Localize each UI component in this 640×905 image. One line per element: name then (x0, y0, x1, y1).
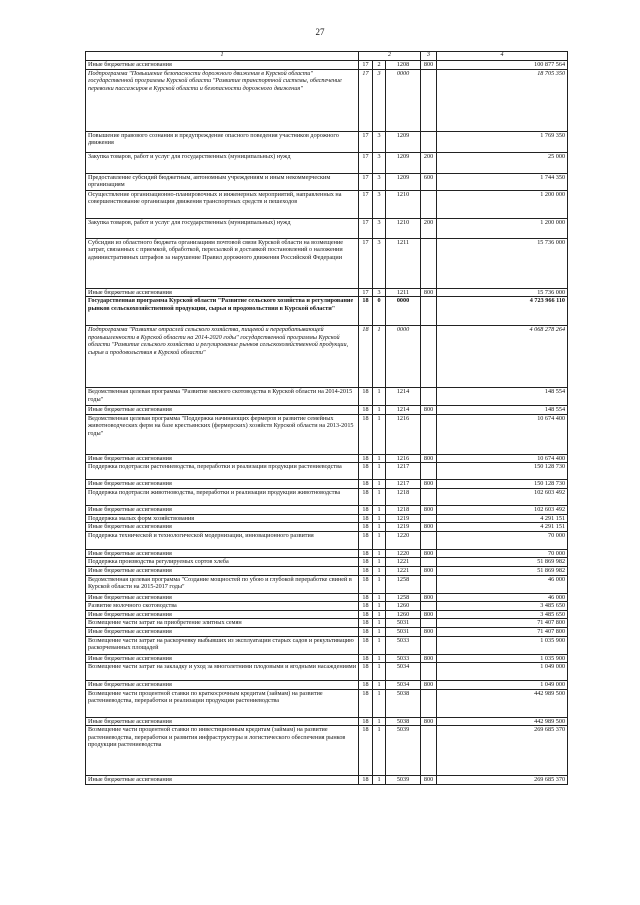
row-name-cell: Иные бюджетные ассигнования (86, 480, 359, 489)
row-expense-type-cell (421, 463, 437, 480)
row-expense-type-cell (421, 514, 437, 523)
table-row (86, 463, 568, 480)
row-code-a-cell: 17 (359, 238, 373, 288)
row-code-b-cell: 3 (373, 69, 386, 131)
table-row (86, 627, 568, 636)
row-expense-type-cell (421, 388, 437, 406)
table-row (86, 406, 568, 415)
row-code-c-cell: 5038 (386, 717, 421, 726)
table-row (86, 726, 568, 776)
row-expense-type-cell (421, 69, 437, 131)
row-amount-cell: 18 705 350 (437, 69, 568, 131)
row-name-cell: Закупка товаров, работ и услуг для государственных (муниципальных) нужд (86, 218, 359, 238)
table-row (86, 173, 568, 190)
table-row (86, 717, 568, 726)
header-col-2: 2 (359, 52, 421, 61)
table-row (86, 531, 568, 549)
row-code-a-cell: 18 (359, 326, 373, 388)
row-amount-cell: 150 128 730 (437, 463, 568, 480)
row-name-cell: Иные бюджетные ассигнования (86, 288, 359, 297)
row-code-b-cell: 3 (373, 190, 386, 218)
row-expense-type-cell (421, 575, 437, 593)
row-name-cell: Иные бюджетные ассигнования (86, 406, 359, 415)
row-code-b-cell: 1 (373, 717, 386, 726)
row-expense-type-cell (421, 619, 437, 628)
row-amount-cell: 1 049 000 (437, 663, 568, 681)
row-amount-cell: 46 000 (437, 593, 568, 602)
header-col-1: 1 (86, 52, 359, 61)
row-code-b-cell: 1 (373, 689, 386, 717)
row-code-b-cell: 3 (373, 131, 386, 152)
row-code-b-cell: 1 (373, 505, 386, 514)
row-expense-type-cell: 800 (421, 61, 437, 70)
row-code-b-cell: 1 (373, 523, 386, 532)
row-expense-type-cell (421, 531, 437, 549)
row-code-c-cell: 1211 (386, 238, 421, 288)
row-name-cell: Иные бюджетные ассигнования (86, 610, 359, 619)
row-code-a-cell: 18 (359, 523, 373, 532)
row-expense-type-cell (421, 326, 437, 388)
row-amount-cell: 15 736 000 (437, 238, 568, 288)
table-body (86, 61, 568, 785)
table-row (86, 480, 568, 489)
table-row (86, 558, 568, 567)
row-name-cell: Возмещение части затрат на закладку и уход за многолетними плодовыми и ягодными насаждениями (86, 663, 359, 681)
row-code-a-cell: 18 (359, 505, 373, 514)
table-row (86, 523, 568, 532)
header-col-4: 4 (437, 52, 568, 61)
row-code-c-cell: 5033 (386, 636, 421, 654)
row-code-a-cell: 18 (359, 654, 373, 663)
row-name-cell: Иные бюджетные ассигнования (86, 61, 359, 70)
row-expense-type-cell: 800 (421, 717, 437, 726)
row-code-a-cell: 18 (359, 463, 373, 480)
row-code-a-cell: 18 (359, 610, 373, 619)
row-expense-type-cell: 800 (421, 681, 437, 690)
row-code-a-cell: 17 (359, 218, 373, 238)
row-expense-type-cell: 800 (421, 627, 437, 636)
table-row (86, 238, 568, 288)
row-code-c-cell: 1216 (386, 414, 421, 454)
table-row (86, 593, 568, 602)
row-expense-type-cell (421, 636, 437, 654)
row-amount-cell: 71 407 800 (437, 619, 568, 628)
row-code-b-cell: 1 (373, 619, 386, 628)
row-amount-cell: 51 869 982 (437, 566, 568, 575)
row-name-cell: Подпрограмма "Повышение безопасности дорожного движения в Курской области" государственной программы Курской области "Развитие транспортной системы, обеспечение перевозки пассажиров в Курской области и безопасности дорожного движения" (86, 69, 359, 131)
table-row (86, 288, 568, 297)
row-amount-cell: 1 035 900 (437, 654, 568, 663)
row-name-cell: Закупка товаров, работ и услуг для государственных (муниципальных) нужд (86, 152, 359, 173)
row-code-c-cell: 1208 (386, 61, 421, 70)
row-name-cell: Иные бюджетные ассигнования (86, 593, 359, 602)
row-code-c-cell: 1221 (386, 566, 421, 575)
table-row (86, 488, 568, 505)
row-code-b-cell: 1 (373, 531, 386, 549)
row-code-a-cell: 18 (359, 636, 373, 654)
table-row (86, 514, 568, 523)
row-code-a-cell: 18 (359, 681, 373, 690)
row-code-a-cell: 18 (359, 602, 373, 611)
row-code-b-cell: 1 (373, 726, 386, 776)
row-code-c-cell: 5034 (386, 663, 421, 681)
row-amount-cell: 150 128 730 (437, 480, 568, 489)
row-name-cell: Ведомственная целевая программа "Создание мощностей по убою и глубокой переработке свиней в Курской области на 2015-2017 годы" (86, 575, 359, 593)
row-code-b-cell: 1 (373, 681, 386, 690)
table-row (86, 454, 568, 463)
row-expense-type-cell: 600 (421, 173, 437, 190)
row-code-c-cell: 0000 (386, 297, 421, 326)
row-name-cell: Развитие молочного скотоводства (86, 602, 359, 611)
row-name-cell: Иные бюджетные ассигнования (86, 681, 359, 690)
row-amount-cell: 442 989 500 (437, 689, 568, 717)
row-code-c-cell: 5033 (386, 654, 421, 663)
row-name-cell: Подпрограмма "Развитие отраслей сельского хозяйства, пищевой и перерабатывающей промышленности в Курской области на 2014-2020 годы" государственной программы Курской области "Развитие сельского хозяйства и регулирование рынков сельскохозяйственной продукции, сырья и продовольствия в Курской области" (86, 326, 359, 388)
row-code-b-cell: 1 (373, 558, 386, 567)
row-code-a-cell: 18 (359, 566, 373, 575)
row-amount-cell: 15 736 000 (437, 288, 568, 297)
row-code-b-cell: 1 (373, 566, 386, 575)
row-code-b-cell: 1 (373, 488, 386, 505)
table-row (86, 388, 568, 406)
row-code-c-cell: 1210 (386, 218, 421, 238)
row-expense-type-cell (421, 238, 437, 288)
row-code-c-cell: 1209 (386, 152, 421, 173)
row-code-c-cell: 5039 (386, 776, 421, 785)
row-code-b-cell: 1 (373, 514, 386, 523)
row-expense-type-cell: 200 (421, 152, 437, 173)
row-code-c-cell: 1260 (386, 610, 421, 619)
row-name-cell: Иные бюджетные ассигнования (86, 505, 359, 514)
row-code-b-cell: 1 (373, 480, 386, 489)
row-code-b-cell: 1 (373, 406, 386, 415)
row-amount-cell: 442 989 500 (437, 717, 568, 726)
table-row (86, 636, 568, 654)
header-col-3: 3 (421, 52, 437, 61)
row-code-b-cell: 1 (373, 454, 386, 463)
row-amount-cell: 102 603 492 (437, 505, 568, 514)
table-row (86, 663, 568, 681)
row-code-b-cell: 1 (373, 602, 386, 611)
row-code-a-cell: 18 (359, 558, 373, 567)
row-code-a-cell: 18 (359, 388, 373, 406)
row-code-c-cell: 1210 (386, 190, 421, 218)
row-code-c-cell: 1218 (386, 488, 421, 505)
row-code-a-cell: 18 (359, 726, 373, 776)
row-code-c-cell: 0000 (386, 69, 421, 131)
table-row (86, 566, 568, 575)
row-expense-type-cell: 800 (421, 566, 437, 575)
row-code-a-cell: 18 (359, 454, 373, 463)
row-expense-type-cell (421, 663, 437, 681)
table-header-row (86, 52, 568, 61)
row-expense-type-cell: 800 (421, 480, 437, 489)
row-code-a-cell: 18 (359, 717, 373, 726)
row-code-b-cell: 0 (373, 297, 386, 326)
row-amount-cell: 3 485 650 (437, 610, 568, 619)
row-code-b-cell: 1 (373, 627, 386, 636)
row-name-cell: Повышение правового сознания и предупреждение опасного поведения участников дорожного движения (86, 131, 359, 152)
row-code-c-cell: 1220 (386, 549, 421, 558)
row-code-b-cell: 1 (373, 326, 386, 388)
row-code-c-cell: 1219 (386, 523, 421, 532)
row-name-cell: Иные бюджетные ассигнования (86, 717, 359, 726)
row-code-a-cell: 17 (359, 69, 373, 131)
row-expense-type-cell: 800 (421, 288, 437, 297)
table-row (86, 61, 568, 70)
row-code-a-cell: 18 (359, 627, 373, 636)
table-row (86, 549, 568, 558)
row-expense-type-cell: 800 (421, 654, 437, 663)
row-name-cell: Государственная программа Курской области "Развитие сельского хозяйства и регулирование рынков сельскохозяйственной продукции, сырья и продовольствия в Курской области" (86, 297, 359, 326)
row-code-c-cell: 1209 (386, 173, 421, 190)
row-name-cell: Поддержка производства регулируемых сортов хлеба (86, 558, 359, 567)
table-row (86, 654, 568, 663)
row-amount-cell: 269 685 370 (437, 776, 568, 785)
row-name-cell: Ведомственная целевая программа "Развитие мясного скотоводства в Курской области на 2014-2015 годы" (86, 388, 359, 406)
row-code-a-cell: 18 (359, 480, 373, 489)
row-code-b-cell: 2 (373, 61, 386, 70)
row-expense-type-cell: 800 (421, 776, 437, 785)
row-amount-cell: 1 035 900 (437, 636, 568, 654)
row-code-a-cell: 18 (359, 488, 373, 505)
table-row (86, 326, 568, 388)
row-expense-type-cell (421, 558, 437, 567)
row-amount-cell: 148 554 (437, 388, 568, 406)
row-expense-type-cell (421, 190, 437, 218)
row-code-a-cell: 17 (359, 131, 373, 152)
row-code-c-cell: 1218 (386, 505, 421, 514)
table-row (86, 681, 568, 690)
row-code-b-cell: 1 (373, 654, 386, 663)
row-code-a-cell: 18 (359, 406, 373, 415)
row-name-cell: Субсидии из областного бюджета организациям почтовой связи Курской области на возмещение затрат, связанных с приемкой, обработкой, пересылкой и доставкой постановлений о наложении административных штрафов за нарушение Правил дорожного движения Российской Федерации (86, 238, 359, 288)
row-expense-type-cell: 800 (421, 523, 437, 532)
row-code-c-cell: 1217 (386, 463, 421, 480)
row-code-c-cell: 1221 (386, 558, 421, 567)
row-expense-type-cell: 800 (421, 454, 437, 463)
row-code-a-cell: 17 (359, 61, 373, 70)
row-code-b-cell: 1 (373, 593, 386, 602)
row-expense-type-cell (421, 131, 437, 152)
table-row (86, 619, 568, 628)
row-code-c-cell: 1209 (386, 131, 421, 152)
row-amount-cell: 70 000 (437, 549, 568, 558)
row-name-cell: Поддержка подотрасли животноводства, переработки и реализации продукции животноводства (86, 488, 359, 505)
row-code-c-cell: 1220 (386, 531, 421, 549)
row-code-b-cell: 1 (373, 414, 386, 454)
row-name-cell: Иные бюджетные ассигнования (86, 566, 359, 575)
row-amount-cell: 100 877 564 (437, 61, 568, 70)
row-code-c-cell: 5039 (386, 726, 421, 776)
row-expense-type-cell (421, 602, 437, 611)
row-code-a-cell: 18 (359, 531, 373, 549)
row-name-cell: Иные бюджетные ассигнования (86, 523, 359, 532)
row-name-cell: Иные бюджетные ассигнования (86, 627, 359, 636)
row-name-cell: Возмещение части процентной ставки по краткосрочным кредитам (займам) на развитие растениеводства, переработки и реализации продукции растениеводства (86, 689, 359, 717)
row-amount-cell: 46 000 (437, 575, 568, 593)
row-expense-type-cell: 800 (421, 610, 437, 619)
table-row (86, 131, 568, 152)
row-code-c-cell: 5031 (386, 627, 421, 636)
row-code-a-cell: 18 (359, 414, 373, 454)
row-code-b-cell: 3 (373, 288, 386, 297)
table-row (86, 505, 568, 514)
row-code-c-cell: 1258 (386, 575, 421, 593)
row-name-cell: Иные бюджетные ассигнования (86, 549, 359, 558)
row-expense-type-cell (421, 726, 437, 776)
row-amount-cell: 148 554 (437, 406, 568, 415)
row-code-c-cell: 5038 (386, 689, 421, 717)
row-code-c-cell: 1214 (386, 388, 421, 406)
row-name-cell: Иные бюджетные ассигнования (86, 454, 359, 463)
row-name-cell: Иные бюджетные ассигнования (86, 776, 359, 785)
row-name-cell: Предоставление субсидий бюджетным, автономным учреждениям и иным некоммерческим организациям (86, 173, 359, 190)
row-amount-cell: 1 200 000 (437, 190, 568, 218)
row-expense-type-cell (421, 414, 437, 454)
row-amount-cell: 1 200 000 (437, 218, 568, 238)
row-code-b-cell: 1 (373, 636, 386, 654)
row-name-cell: Поддержка малых форм хозяйствования (86, 514, 359, 523)
row-code-a-cell: 18 (359, 297, 373, 326)
row-amount-cell: 10 674 400 (437, 454, 568, 463)
row-name-cell: Ведомственная целевая программа "Поддержка начинающих фермеров и развитие семейных животноводческих ферм на базе крестьянских (фермерских) хозяйств Курской области на 2013-2015 годы" (86, 414, 359, 454)
budget-table (85, 51, 568, 785)
row-amount-cell: 4 723 966 110 (437, 297, 568, 326)
row-amount-cell: 3 485 650 (437, 602, 568, 611)
row-code-b-cell: 3 (373, 152, 386, 173)
row-name-cell: Поддержка подотрасли растениеводства, переработки и реализации продукции растениеводства (86, 463, 359, 480)
row-amount-cell: 269 685 370 (437, 726, 568, 776)
row-name-cell: Возмещение части затрат на приобретение элитных семян (86, 619, 359, 628)
row-expense-type-cell: 200 (421, 218, 437, 238)
table-row (86, 689, 568, 717)
row-code-a-cell: 17 (359, 288, 373, 297)
row-code-c-cell: 1211 (386, 288, 421, 297)
row-amount-cell: 1 744 350 (437, 173, 568, 190)
row-code-b-cell: 3 (373, 218, 386, 238)
row-amount-cell: 4 291 151 (437, 514, 568, 523)
page-number: 27 (315, 27, 325, 37)
row-amount-cell: 4 291 151 (437, 523, 568, 532)
row-code-c-cell: 1260 (386, 602, 421, 611)
row-code-b-cell: 1 (373, 463, 386, 480)
row-name-cell: Возмещение части процентной ставки по инвестиционным кредитам (займам) на развитие растениеводства, переработки и развития инфраструктуры и логистического обеспечения рынков продукции растениеводства (86, 726, 359, 776)
row-code-a-cell: 18 (359, 575, 373, 593)
table-row (86, 190, 568, 218)
row-code-c-cell: 0000 (386, 326, 421, 388)
row-code-a-cell: 17 (359, 173, 373, 190)
row-code-c-cell: 1214 (386, 406, 421, 415)
row-name-cell: Осуществление организационно-планировочных и инженерных мероприятий, направленных на совершенствование организации движения транспортных средств и пешеходов (86, 190, 359, 218)
table-row (86, 610, 568, 619)
row-amount-cell: 102 603 492 (437, 488, 568, 505)
table-row (86, 152, 568, 173)
row-code-b-cell: 1 (373, 549, 386, 558)
row-code-a-cell: 18 (359, 663, 373, 681)
row-expense-type-cell (421, 488, 437, 505)
table-row (86, 297, 568, 326)
row-amount-cell: 10 674 400 (437, 414, 568, 454)
row-amount-cell: 70 000 (437, 531, 568, 549)
row-name-cell: Иные бюджетные ассигнования (86, 654, 359, 663)
row-amount-cell: 71 407 800 (437, 627, 568, 636)
row-code-c-cell: 1216 (386, 454, 421, 463)
row-amount-cell: 25 000 (437, 152, 568, 173)
row-code-b-cell: 1 (373, 663, 386, 681)
row-code-a-cell: 18 (359, 776, 373, 785)
row-expense-type-cell: 800 (421, 549, 437, 558)
row-expense-type-cell (421, 689, 437, 717)
row-amount-cell: 51 869 982 (437, 558, 568, 567)
row-code-a-cell: 18 (359, 593, 373, 602)
row-code-b-cell: 1 (373, 388, 386, 406)
row-expense-type-cell (421, 297, 437, 326)
table-row (86, 776, 568, 785)
row-amount-cell: 4 068 278 264 (437, 326, 568, 388)
row-code-c-cell: 1258 (386, 593, 421, 602)
row-code-b-cell: 1 (373, 610, 386, 619)
row-code-a-cell: 18 (359, 689, 373, 717)
row-code-c-cell: 1217 (386, 480, 421, 489)
row-code-b-cell: 3 (373, 173, 386, 190)
row-expense-type-cell: 800 (421, 505, 437, 514)
row-code-a-cell: 18 (359, 514, 373, 523)
row-code-c-cell: 5031 (386, 619, 421, 628)
row-code-c-cell: 5034 (386, 681, 421, 690)
table-row (86, 575, 568, 593)
table-row (86, 69, 568, 131)
table-row (86, 602, 568, 611)
row-code-c-cell: 1219 (386, 514, 421, 523)
table-row (86, 414, 568, 454)
row-code-b-cell: 3 (373, 238, 386, 288)
row-expense-type-cell: 800 (421, 593, 437, 602)
row-code-a-cell: 18 (359, 619, 373, 628)
row-code-b-cell: 1 (373, 575, 386, 593)
row-code-a-cell: 18 (359, 549, 373, 558)
row-code-a-cell: 17 (359, 152, 373, 173)
table-row (86, 218, 568, 238)
row-amount-cell: 1 049 000 (437, 681, 568, 690)
row-code-b-cell: 1 (373, 776, 386, 785)
row-name-cell: Возмещение части затрат на раскорчевку выбывших из эксплуатации старых садов и рекультивацию раскорчеванных площадей (86, 636, 359, 654)
row-code-a-cell: 17 (359, 190, 373, 218)
row-name-cell: Поддержка технической и технологической модернизации, инновационного развития (86, 531, 359, 549)
row-expense-type-cell: 800 (421, 406, 437, 415)
row-amount-cell: 1 769 350 (437, 131, 568, 152)
